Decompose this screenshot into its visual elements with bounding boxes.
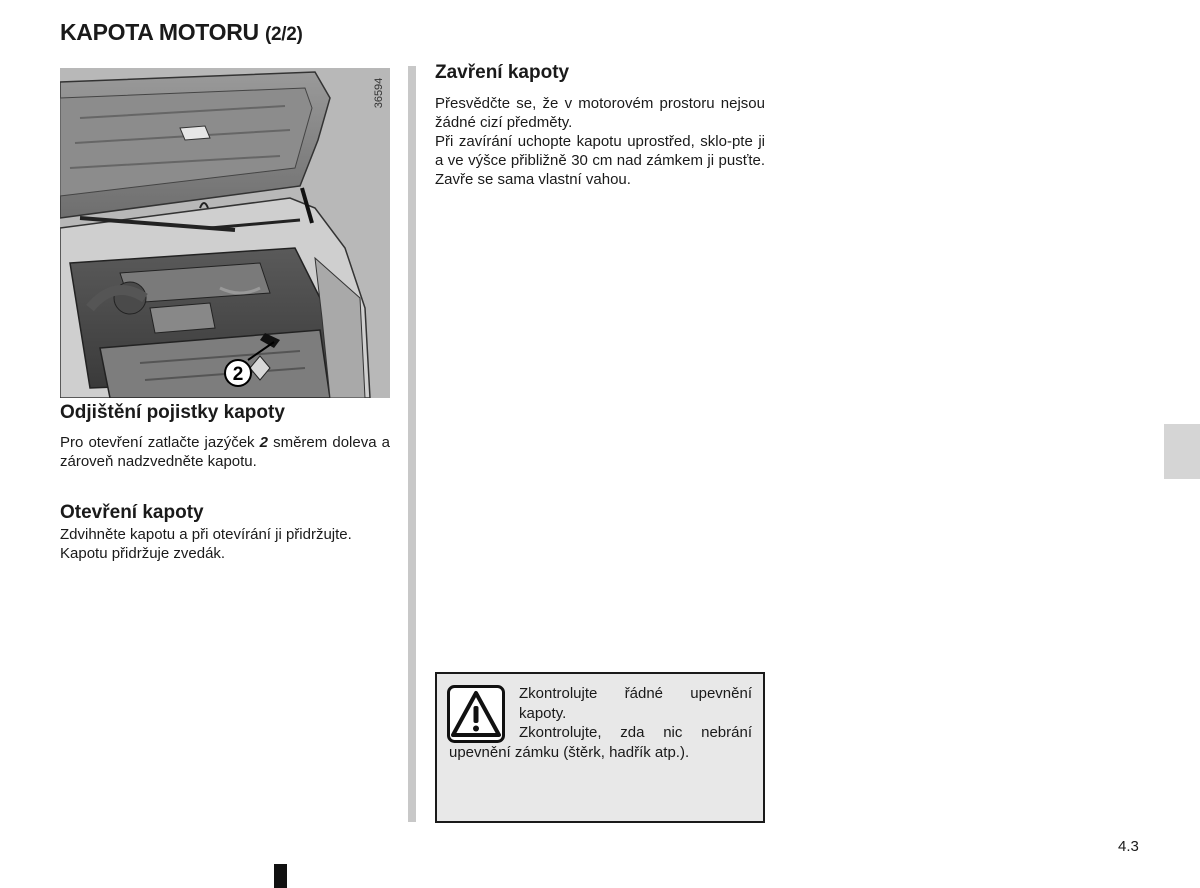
release-text-callout: 2 (259, 434, 268, 451)
page-number: 4.3 (1118, 838, 1139, 855)
release-heading: Odjištění pojistky kapoty (60, 402, 285, 423)
closing-para-2: Při zavírání uchopte kapotu uprostřed, sklo-pte ji a ve výšce přibližně 30 cm nad zámkem ji pusťte. Zavře se sama vlastní vahou. (435, 133, 765, 188)
release-text-start: Pro otevření zatlačte jazýček (60, 434, 260, 451)
opening-line-1: Zdvihněte kapotu a při otevírání ji přidržujte. (60, 526, 352, 543)
crop-mark (274, 864, 287, 888)
closing-text (435, 94, 765, 189)
page-title (60, 19, 303, 46)
warning-line-2: Zkontrolujte, zda nic nebrání upevnění zámku (štěrk, hadřík atp.). (449, 724, 752, 761)
warning-triangle-icon (447, 685, 505, 743)
closing-heading: Zavření kapoty (435, 62, 570, 83)
page-title-main: KAPOTA MOTORU (60, 19, 259, 45)
opening-heading: Otevření kapoty (60, 502, 204, 523)
callout-2-label: 2 (232, 364, 244, 385)
chapter-side-tab (1164, 424, 1200, 479)
figure-number (369, 72, 389, 122)
figure-number-text: 36594 (373, 77, 385, 109)
warning-line-1: Zkontrolujte řádné upevnění kapoty. (519, 685, 752, 722)
engine-hood-figure (60, 68, 390, 398)
engine-hood-photo (60, 68, 390, 398)
page-title-part: (2/2) (264, 24, 303, 45)
opening-text (60, 525, 395, 563)
opening-line-2: Kapotu přidržuje zvedák. (60, 545, 226, 562)
release-text-end: směrem doleva a zároveň nadzvedněte kapotu. (60, 434, 390, 470)
column-divider (408, 66, 416, 822)
warning-box (435, 672, 765, 823)
closing-para-1: Přesvědčte se, že v motorovém prostoru nejsou žádné cizí předměty. (435, 95, 765, 131)
release-text (60, 433, 390, 471)
